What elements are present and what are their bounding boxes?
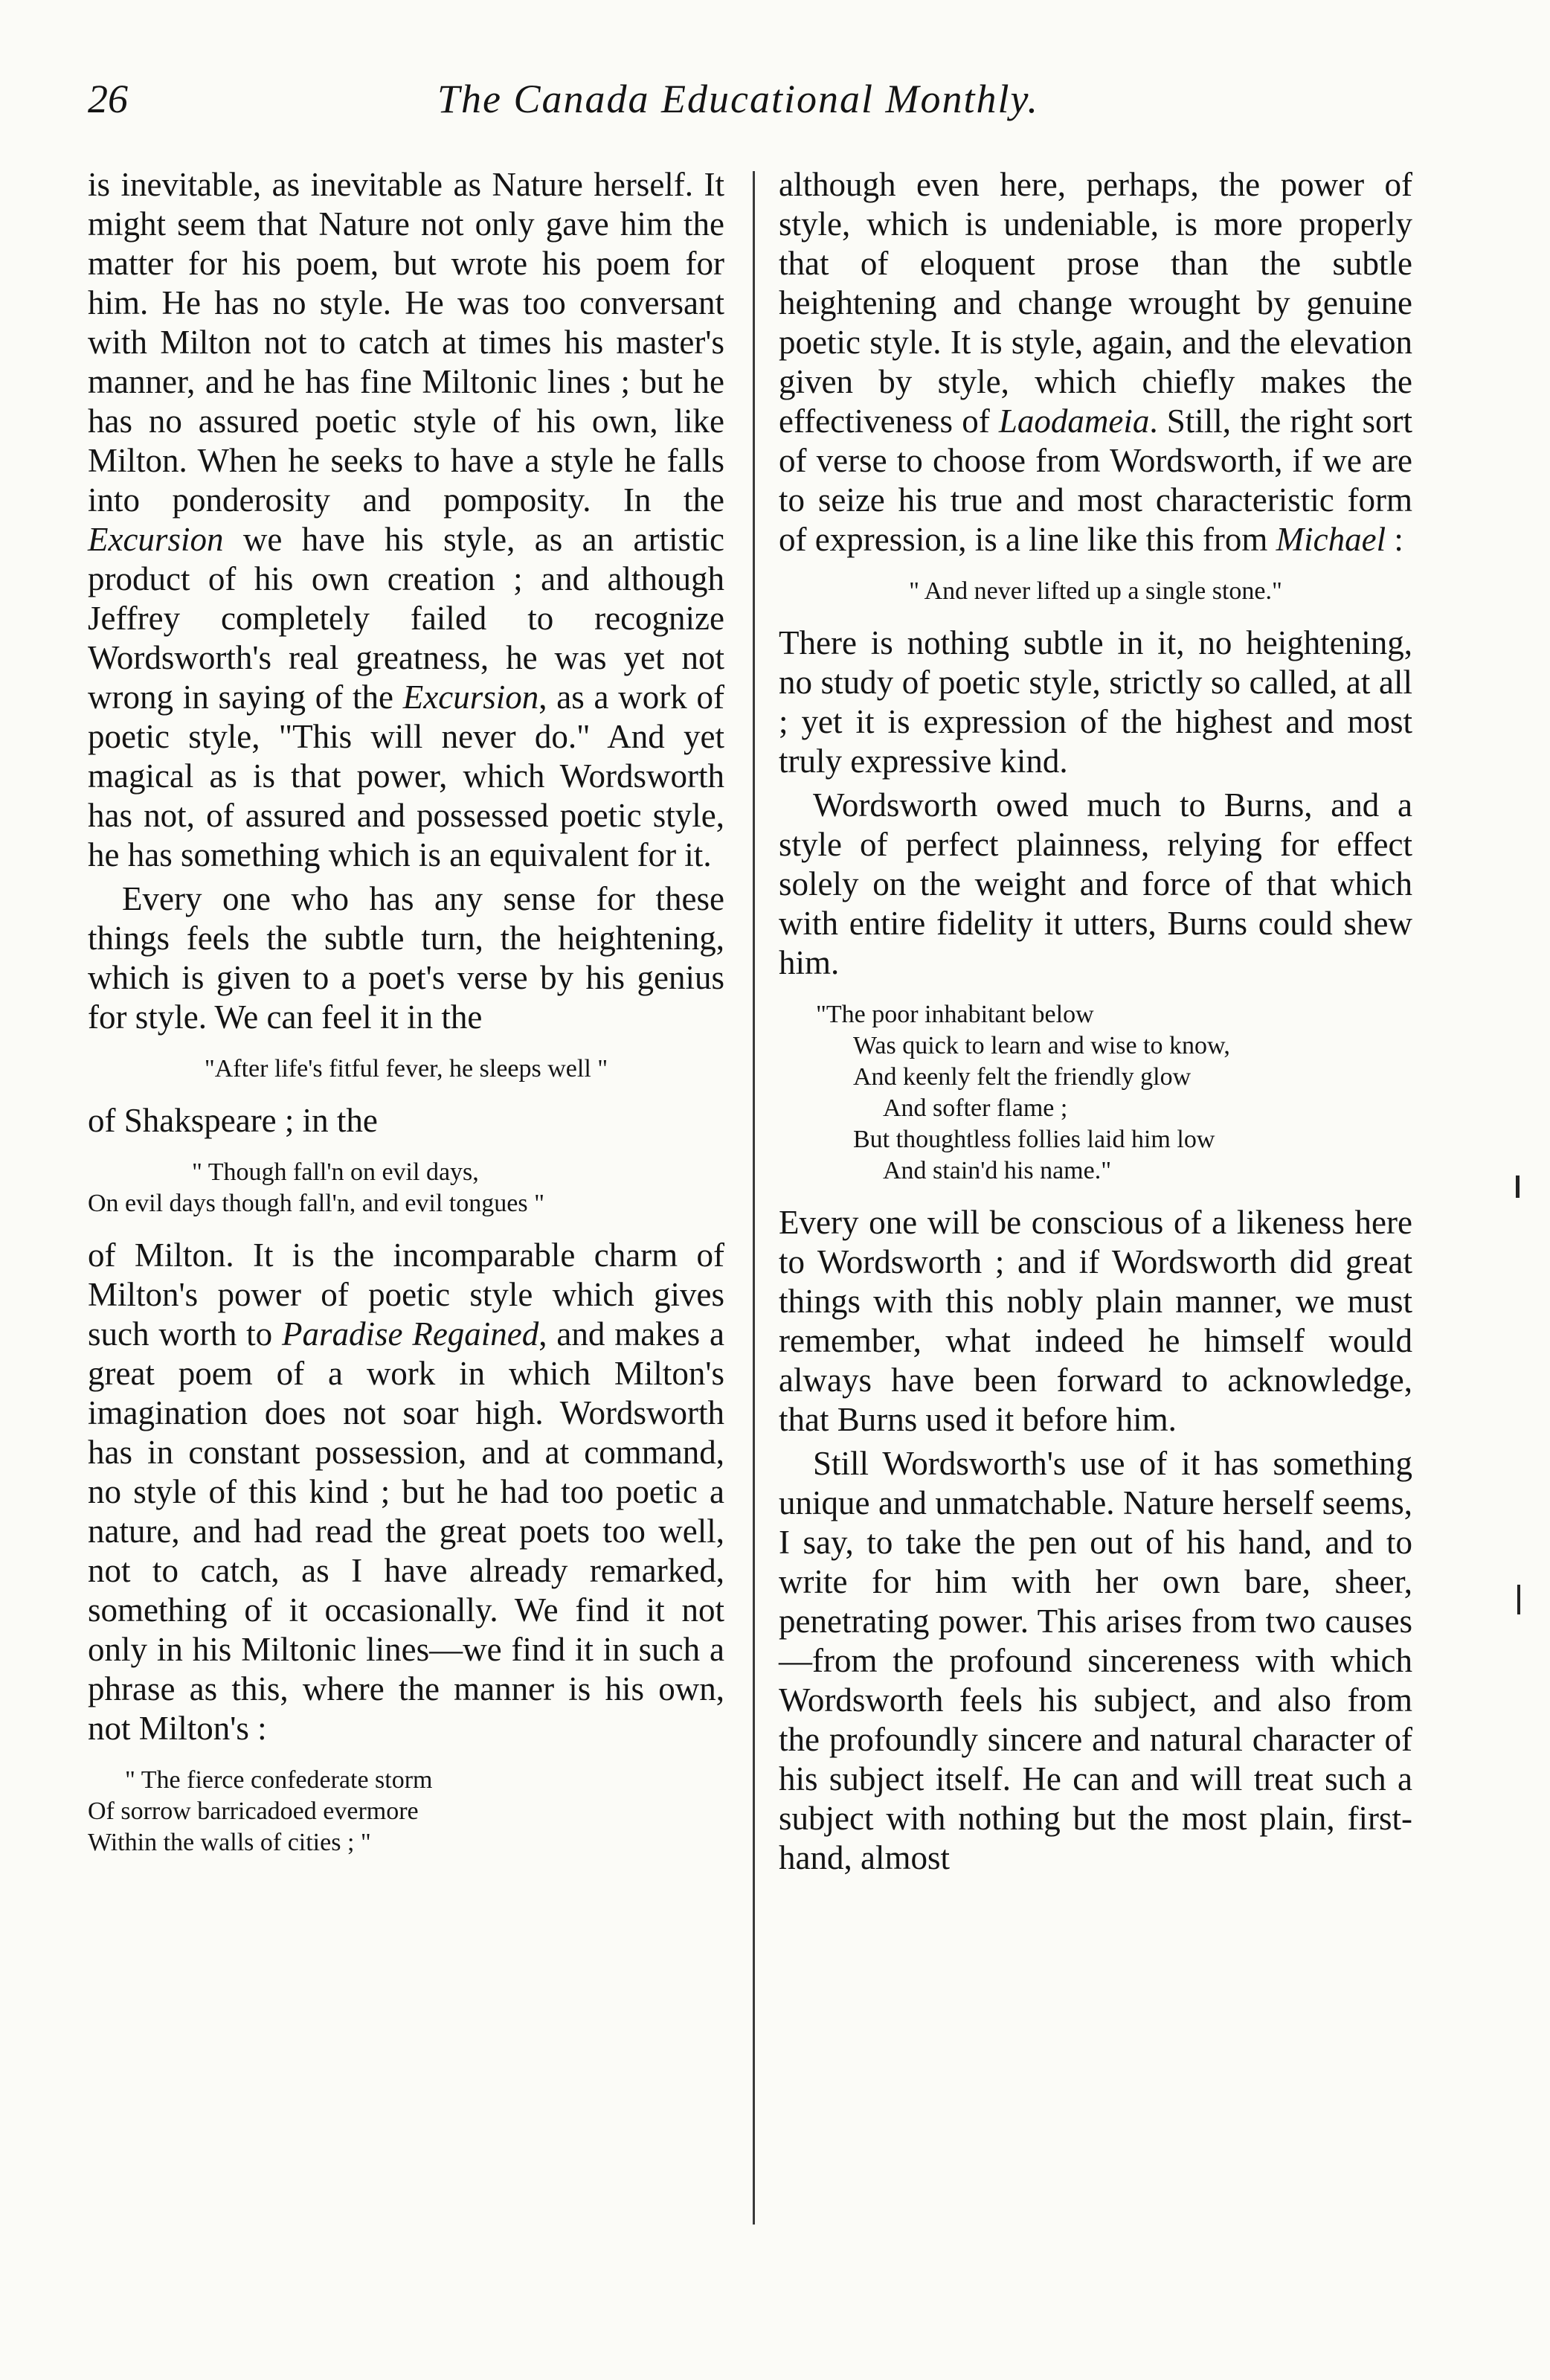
page-number: 26 [88, 77, 128, 121]
quote-michael [779, 576, 1412, 607]
text-span: . Still, the right sort of verse to choose from Wordsworth, if we are to seize his true and most characteristic form of expression, is a line like this from [779, 402, 1412, 558]
left-column [88, 165, 724, 1875]
quote-line: On evil days though fall'n, and evil tongues " [88, 1190, 544, 1217]
left-paragraph-1 [88, 165, 724, 875]
text-span: although even here, perhaps, the power of style, which is undeniable, is more properly that of eloquent prose than the subtle heightening and change wrought by genuine poetic style. It is style, again, and the elevation given by style, which chiefly makes the effectiveness of [779, 166, 1412, 440]
quote-line: Was quick to learn and wise to know, [853, 1032, 1230, 1059]
scan-mark [1517, 1585, 1520, 1614]
page-header [88, 76, 1471, 128]
quote-wordsworth-1 [88, 1765, 724, 1858]
italic-title: Excursion [402, 679, 539, 716]
quote-line: Within the walls of cities ; " [88, 1829, 371, 1856]
quote-shakespeare [88, 1053, 724, 1085]
text-span: , and makes a great poem of a work in which Milton's imagination does not soar high. Wordsworth has in constant possession, and at command, no style of this kind ; but he had too poetic a nature, and had read the great poets too well, not to catch, as I have already remarked, something of it occasionally. We find it not only in his Miltonic lines—we find it in such a phrase as this, where the manner is his own, not Milton's : [88, 1315, 724, 1747]
right-paragraph-3: Wordsworth owed much to Burns, and a style of perfect plainness, relying for effect solely on the weight and force of that which with entire fidelity it utters, Burns could shew him. [779, 786, 1412, 981]
quote-line: And stain'd his name." [883, 1157, 1112, 1184]
quote-line: Of sorrow barricadoed evermore [88, 1797, 419, 1825]
text-span: : [1386, 521, 1403, 558]
quote-line: "After life's fitful fever, he sleeps well " [204, 1055, 608, 1082]
quote-line: And softer flame ; [883, 1094, 1068, 1122]
right-column [779, 165, 1412, 1882]
quote-line: And keenly felt the friendly glow [853, 1063, 1192, 1091]
right-paragraph-1 [779, 165, 1412, 559]
text-span: , as a work of poetic style, "This will never do." And yet magical as is that power, which Wordsworth has not, of assured and possessed poetic style, he has something which is an equivalent for it. [88, 679, 724, 873]
quote-line: " Though fall'n on evil days, [192, 1158, 479, 1186]
left-paragraph-2: Every one who has any sense for these things feels the subtle turn, the heightening, which is given to a poet's verse by his genius for style. We can feel it in the [88, 880, 724, 1036]
italic-title: Michael [1276, 521, 1386, 558]
quote-line: " And never lifted up a single stone." [909, 577, 1282, 605]
quote-line: But thoughtless follies laid him low [853, 1126, 1215, 1153]
italic-title: Excursion [88, 521, 224, 558]
right-paragraph-2: There is nothing subtle in it, no heightening, no study of poetic style, strictly so called, at all ; yet it is expression of the highest and most truly expressive kind. [779, 624, 1412, 780]
right-paragraph-5: Still Wordsworth's use of it has something unique and unmatchable. Nature herself seems, I say, to take the pen out of his hand, and to write for him with her own bare, sheer, penetrating power. This arises from two causes—from the profound sincereness with which Wordsworth feels his subject, and also from the profoundly sincere and natural character of his subject itself. He can and will treat such a subject with nothing but the most plain, first-hand, almost [779, 1445, 1412, 1876]
quote-line: "The poor inhabitant below [816, 1001, 1094, 1028]
text-span: of Milton. It is the incomparable charm of Milton's power of poetic style which gives such worth to [88, 1236, 724, 1353]
scan-mark [1516, 1175, 1520, 1198]
italic-title: Paradise Regained [282, 1315, 539, 1353]
left-paragraph-3: of Shakspeare ; in the [88, 1102, 378, 1139]
right-paragraph-4: Every one will be conscious of a likeness here to Wordsworth ; and if Wordsworth did great things with this nobly plain manner, we must remember, what indeed he himself would always have been forward to acknowledge, that Burns used it before him. [779, 1204, 1412, 1438]
text-span: we have his style, as an artistic product of his own creation ; and although Jeffrey completely failed to recognize Wordsworth's real greatness, he was yet not wrong in saying of the [88, 521, 724, 716]
quote-milton-1 [88, 1157, 724, 1219]
left-paragraph-4 [88, 1236, 724, 1748]
column-divider [753, 171, 755, 2225]
quote-line: " The fierce confederate storm [125, 1766, 433, 1794]
running-title: The Canada Educational Monthly. [437, 77, 1039, 121]
italic-title: Laodameia [998, 402, 1150, 440]
quote-burns [779, 999, 1412, 1187]
text-span: is inevitable, as inevitable as Nature herself. It might seem that Nature not only gave him the matter for his poem, but wrote his poem for him. He has no style. He was too conversant with Milton not to catch at times his master's manner, and he has fine Miltonic lines ; but he has no assured poetic style of his own, like Milton. When he seeks to have a style he falls into ponderosity and pomposity. In the [88, 166, 724, 519]
